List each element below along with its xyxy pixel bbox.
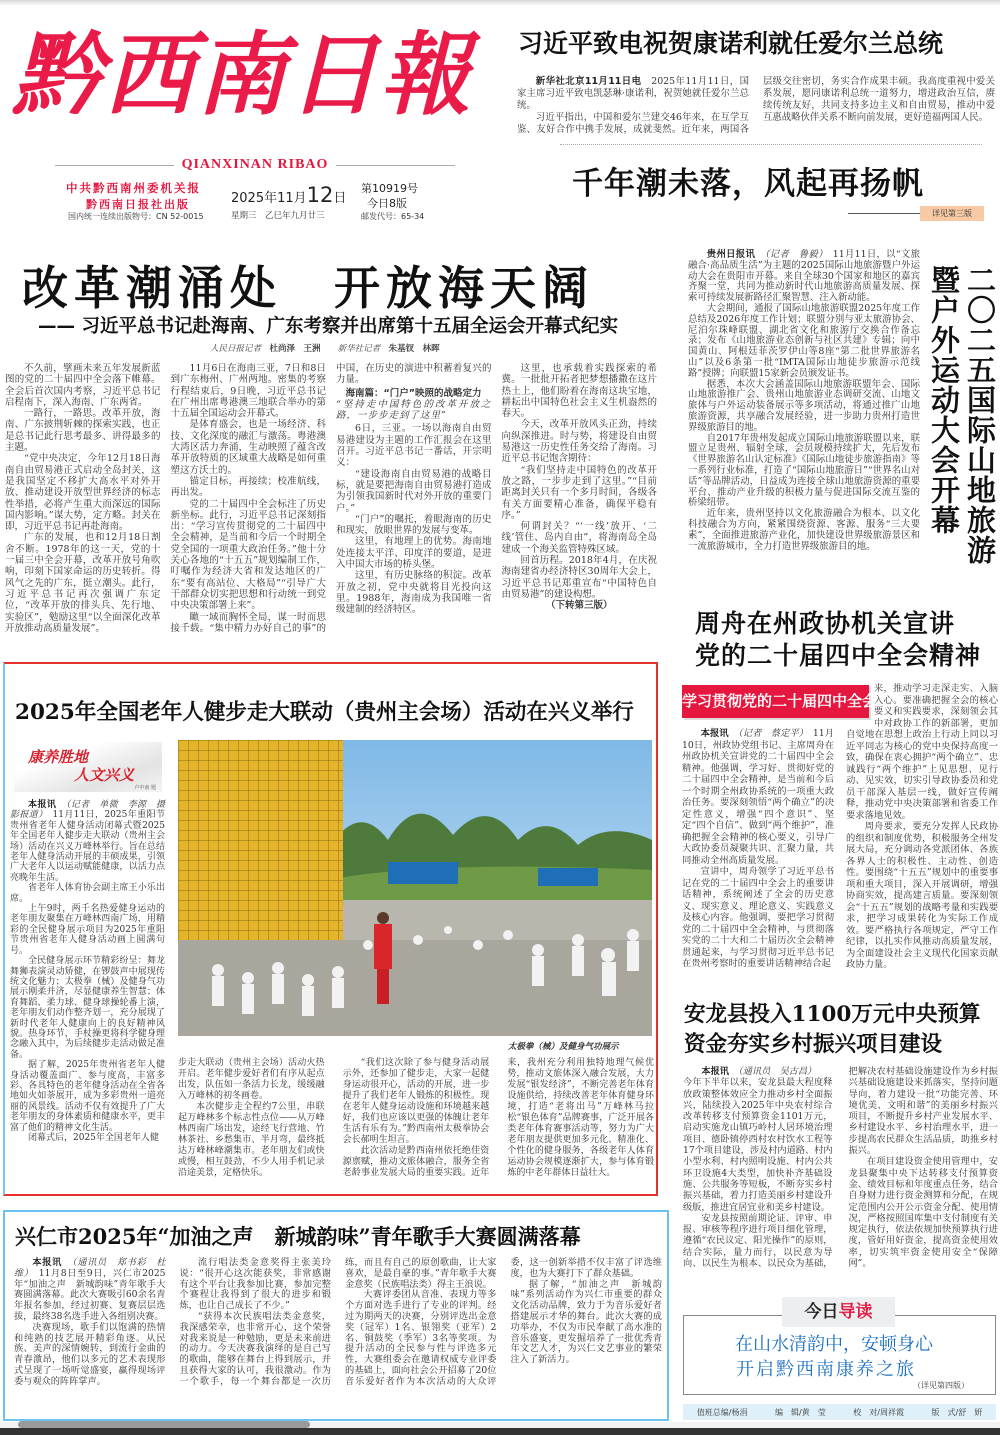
paragraph: “我们这次除了参与健身活动展示外，还参加了健步走，大家一起健身运动很开心，活动的开展，进一步提升了我们老年人锻炼的积极性。现在老年人健身运动设施和环境越来越好，我们也应该以更强的体魄让老年生活有乐有为。”黔西南州太极拳协会会长郝明生坦言。 bbox=[342, 1058, 490, 1145]
paragraph: 党的二十届四中全会标注了历史新坐标。此行，习近平总书记深刻指出：“学习宣传贯彻党的二十届四中全会精神，是当前和今后一个时期全党全国的一项重大政治任务。”他十分关心各地的“十五五”规划编制工作，叮嘱作为经济大省和发达地区的广东“要有高站位、大格局”“引导广大干部群众切实把思想和行动统一到党中央决策部署上来”。 bbox=[170, 498, 326, 612]
continued-note[interactable]: （下转第三版） bbox=[545, 600, 613, 612]
paragraph: 不久前，擘画未来五年发展新蓝图的党的二十届四中全会落下帷幕。全会后首次国内考察，习近平总书记启程南下，深入海南、广东两省。 bbox=[5, 363, 161, 408]
paragraph: 习近平指出，中国和爱尔兰建交46年来，在互学互鉴、友好合作中携手发展，成就斐然。近年来，两国各层级交往密切，务实合作成果丰硕。我高度重视中爱关系发展，愿同康诺利总统一道努力，增进政治互信，赓续传统友好，共同支持多边主义和自由贸易，推动中爱互惠战略伙伴关系不断向前发展，更好造福两国人民。 bbox=[517, 76, 995, 135]
lead-subheadline: —— 习近平总书记赴海南、广东考察并出席第十五届全运会开幕式纪实 bbox=[38, 316, 618, 337]
issue-date bbox=[231, 183, 346, 207]
window-bottom-bar bbox=[0, 1428, 1000, 1435]
date-suffix: 日 bbox=[333, 191, 347, 206]
event-photo bbox=[178, 740, 652, 1036]
reporter: （记者 单微 李源 摄影报道） bbox=[10, 800, 165, 821]
paragraph-text: 11月8日至9日，兴仁市2025年“加油之声 新城韵味”青年歌手大赛圆满落幕。此次大赛吸引60余名青年报名参加，经过初赛、复赛层层选拔，最终38名选手进入各组别决赛。 bbox=[14, 1267, 166, 1322]
paragraph: 这里，有地理上的优势。海南地处连接太平洋、印度洋的要道，是进入中国大市场的桥头堡。 bbox=[336, 536, 492, 571]
paragraph: “建设海南自由贸易港的战略目标，就是要把海南自由贸易港打造成为引领我国新时代对外开放的重要门户。” bbox=[336, 468, 492, 514]
paragraph: 据悉，本次大会涵盖国际山地旅游联盟年会、国际山地旅游推广会、贵州山地旅游业态调研交流、山地文旅体与户外运动装备展示等多项活动，将通过推广山地旅游资源，共享融合发展经验，进一步助力贵州打造世界级旅游目的地。 bbox=[688, 378, 920, 433]
paragraph: 11月6日在海南三亚，7日和8日到广东梅州、广州两地。密集的考察行程结束后，9日晚，习近平总书记在广州出席粤港澳三地联合举办的第十五届全国运动会开幕式。 bbox=[170, 363, 326, 420]
credit: 校 对/周祥霞 bbox=[853, 1407, 904, 1417]
page-count: 今日8版 bbox=[367, 197, 407, 210]
divider bbox=[560, 144, 982, 145]
pinyin-text: QIANXINAN RIBAO bbox=[181, 157, 329, 172]
paragraph bbox=[10, 800, 165, 883]
paragraph bbox=[683, 1066, 833, 1213]
paragraph: 大赛评委团从音准、表现力等多个方面对选手进行了专业的评判。经过为期两天的决赛，分别评选出金意奖（冠军）1名、银翎奖（亚军）2名、铜鼓奖（季军）3名等奖项。为提升活动的全民参与性与评选多元性，大赛组委会在邀请权威专业评委的基础上，面向社会公开招募了20位音乐爱好者作为本次活动的大众评委，这一创新举措不仅丰富了评选维度，也为大赛打下了群众基础。 bbox=[345, 1257, 662, 1387]
tourism-vertical-headline[interactable]: 二〇二五国际山地旅游暨户外运动大会开幕 bbox=[927, 265, 997, 565]
paragraph bbox=[517, 76, 749, 112]
dateline: 新华社北京11月11日电 bbox=[535, 76, 642, 87]
guide-page-ref[interactable]: （详见第四版） bbox=[913, 1381, 969, 1390]
anlong-body bbox=[683, 1066, 998, 1269]
masthead-pinyin bbox=[55, 156, 455, 174]
paragraph: 流行唱法类金意奖得主张美玲说：“很开心这次能获奖，非常感谢有这个平台让我参加比赛，参加完整个赛程让我得到了很大的进步和锻炼，也让自己成长了不少。” bbox=[179, 1257, 331, 1312]
paragraph: 来，推动学习走深走实、入脑入心。要准确把握全会的核心要义和实践要求，深刻领会其中对政协工作的新部署，更加自觉地在思想上政治上行动上同以习近平同志为核心的党中央保持高度一致，确保在衷心拥护“两个确立”、忠诚践行“两个维护”上见思想、见行动、见实效，切实引导政协委员和党员干部深入基层一线，做好宣传阐释，推动党中央决策部署和省委工作要求落地见效。 bbox=[846, 683, 998, 821]
issue-number: 第10919号 bbox=[361, 182, 418, 195]
paragraph: 据了解，2025年贵州省老年人健身活动覆盖面广、参与度高，丰富多彩、各具特色的老年健身活动在全省各地如火如荼展开，成为多彩贵州一道亮丽的风景线。活动不仅有效提升了广大老年朋友的身体素质和健康水平，更丰富了他们的精神文化生活。 bbox=[10, 1060, 165, 1133]
paragraph-group bbox=[10, 883, 165, 1143]
zhou-headline[interactable] bbox=[695, 608, 981, 672]
paragraph: 省老年人体育协会副主席王小乐出席。 bbox=[10, 883, 165, 904]
paragraph: 回首历程。2018年4月，在庆祝海南建省办经济特区30周年大会上，习近平总书记郑重宣布“中国特色自由贸易港”的建设构想。 bbox=[501, 555, 657, 600]
paragraph-text: 2025年11月11日，国家主席习近平致电凯瑟琳·康诺利，祝贺她就任爱尔兰总统。 bbox=[517, 76, 749, 111]
guide-label-black: 今日 bbox=[804, 1302, 839, 1322]
paragraph: 本次健步走全程约7公里，串联起万峰林多个标志性点位——从万峰林西南广场出发，途经飞行营地、竹林茶社、乡愁集市、半月弯，最终抵达万峰林峰潮集市。老年朋友们或快或慢，相互鼓劲，不少人用手机记录沿途美景，定格快乐。 bbox=[178, 1102, 325, 1178]
paragraph: 大会期间，通报了国际山地旅游联盟2025年度工作总结及2026年度工作计划；联盟分别与亚太旅游协会、尼泊尔珠峰联盟、湖北省文化和旅游厅交换合作备忘录；发布《山地旅游业态创新与社区共建》专辑；向中国黄山、阿根廷菲茨罗伊山等8座“第二批世界旅游名山”以及6条第一批“IMTA国际山地徒步旅游示范线路”授牌；向联盟15家新会员颁发证书。 bbox=[688, 302, 920, 379]
paragraph: 这里，也承载着实践探索的希冀。一批批开拓者把梦想播撒在这片热土上，他们盼着在海南这块宝地，耕耘出中国特色社会主义生机盎然的春天。 bbox=[501, 363, 657, 420]
paragraph: 此次活动是黔西南州依托绝佳资源禀赋，推动文旅体融合，服务全省老龄事业发展大局的重要实践。近年来，我州充分利用独特地理气候优势，推动文旅体深入融合发展，大力发展“银发经济”，不断完善老年体育设施供给，持续改善老年体育健身环境，打造“老将出马”万峰林马拉松“银色体育”品牌赛事，广泛开展各类老年体育赛事活动等，努力为广大老年朋友提供更加多元化、精准化、个性化的健身服务，各级老年人体育运动协会规模逐渐扩大，参与体育锻炼的中老年群体日益壮大。 bbox=[342, 1058, 654, 1178]
lead-label: 本报讯 bbox=[28, 800, 57, 810]
promo-headline[interactable]: 千年潮未落，风起再扬帆 bbox=[572, 166, 924, 202]
guide-line-2[interactable]: 开启黔西南康养之旅 bbox=[736, 1359, 916, 1380]
headline-line: 党的二十届四中全会精神 bbox=[695, 641, 982, 670]
xingren-headline[interactable]: 兴仁市2025年“加油之声 新城韵味”青年歌手大赛圆满落幕 bbox=[15, 1224, 581, 1249]
paragraph: “党中央决定，今年12月18日海南自由贸易港正式启动全岛封关，这是我国坚定不移扩大高水平对外开放、推动建设开放型世界经济的标志性举措，必将产生重大而深远的国际国内影响。”谋大势，定方略。封关在即，习近平总书记再赴海南。 bbox=[5, 453, 161, 533]
lead-body bbox=[5, 363, 657, 634]
elderly-body-lower bbox=[178, 1058, 654, 1179]
paragraph: 决赛现场，歌手们以饱满的热情和纯熟的技艺展开精彩角逐。从民族、美声的深情婉转，到流行金曲的青春激昂，他们以多元的艺术表现形式呈现了一场听觉盛宴，赢得现场评委与观众的阵阵掌声。 bbox=[14, 1321, 166, 1387]
staff-credits bbox=[683, 1404, 996, 1420]
top-shadow bbox=[0, 0, 1000, 6]
divider bbox=[848, 213, 920, 214]
paragraph bbox=[682, 728, 834, 866]
zhou-body-col1 bbox=[682, 728, 834, 970]
paragraph-group bbox=[682, 866, 834, 970]
lead-label: 本报讯 bbox=[700, 728, 729, 739]
paragraph: 闭幕式后，2025年全国老年人健 bbox=[28, 1133, 159, 1143]
paragraph: 据了解，“加油之声 新城韵味”系列活动作为兴仁市重要的群众文化活动品牌，致力于为音乐爱好者搭建展示才华的舞台。此次大赛的成功举办，不仅为市民奉献了高水准的音乐盛宴，更发掘培养了一批优秀青年文艺人才，为兴仁文艺事业的繁荣注入了新活力。 bbox=[510, 1278, 662, 1366]
paragraph: 宣讲中，周舟领学了习近平总书记在党的二十届四中全会上的重要讲话精神，系统阐述了全会的历史意义、现实意义、理论意义、实践意义及核心内容。他强调，要把学习贯彻党的二十届四中全会精神，与贯彻落实党的二十大和二十届历次全会精神贯通起来，与学习贯彻习近平总书记在贵州考察时的重要讲话精神结合起 bbox=[682, 866, 834, 969]
lead-label: 本报讯 bbox=[32, 1257, 63, 1268]
credit: 编 辑/黄 莹 bbox=[775, 1407, 826, 1417]
byline-names: 杜尚泽 王洲 bbox=[269, 344, 321, 354]
credit: 版 式/舒 妍 bbox=[931, 1407, 983, 1417]
lead-label: 本报讯 bbox=[701, 1066, 729, 1077]
paragraph: 近年来，贵州坚持以文化旅游融合为根本、以文化科技融合为方向，紧紧围绕资源、客源、服务“三大要素”，全面推进旅游产业化，加快建设世界级旅游景区和一流旅游城市，全力打造世界级旅游目的地。 bbox=[688, 508, 920, 552]
theme-tag: 学习贯彻党的二十届四中全会精神 bbox=[682, 685, 869, 718]
paragraph-text: 11月10日，州政协党组书记、主席周舟在州政协机关宣讲党的二十届四中全会精神。他强调，学习好、贯彻好党的二十届四中全会精神，是当前和今后一个时期全州政协系统的一项重大政治任务。要深刻领悟“两个确立”的决定性意义，增强“四个意识”、坚定“四个自信”、做到“两个维护”，准确把握全会精神的核心要义，引导广大政协委员凝聚共识、汇聚力量，共同推动全州高质量发展。 bbox=[682, 728, 834, 866]
section-quote: “坚持走中国特色的改革开放之路，一步步走到了这里” bbox=[336, 398, 492, 422]
byline-names: 朱基钗 林晖 bbox=[388, 344, 440, 354]
date-month: 2025年11月 bbox=[231, 191, 307, 206]
photo-caption: 太极拳（械）及健身气功展示 bbox=[508, 1042, 619, 1052]
masthead-logo: 黔西南日報 bbox=[12, 22, 472, 128]
elderly-body-left bbox=[10, 800, 165, 1143]
reporter: （通讯员 郑书彩 杜维） bbox=[14, 1257, 166, 1279]
paragraph-text: 今年下半年以来，安龙县最大程度释放政策整体效应全力推动乡村全面振兴，陆续投入2025年中央农村综合改革转移支付预算资金1101万元，启动实施龙山镇巧岭村人居环境治理项目、德卧镇停西村农村饮水工程等17个项目建设，涉及村内道路、村内小型水利、村内照明设施、村内公共环卫设施4大类型，加快补齐基础设施、公共服务等短板，不断夯实乡村振兴基础，着力打造美丽乡村建设升级版，推进宜居宜业和美乡村建设。 bbox=[683, 1077, 833, 1213]
paragraph-text: 11月11日，2025年重阳节贵州省老年人健身活动闭幕式暨2025年全国老年人健步走大联动（贵州主会场）活动在兴义万峰林举行。旨在总结老年人健身活动开展的丰硕成果，引领广大老年人以运动赋能健康，以活力点亮晚年生活。 bbox=[10, 810, 165, 883]
paragraph: 自2017年贵州发起成立国际山地旅游联盟以来，联盟立足贵州、辐射全球，会员规模持续扩大，先后发布《世界旅游名山认定标准》《国际山地徒步旅游指南》等一系列行业标准，打造了“国际山地旅游日”“世界名山对话”等品牌活动，日益成为连接全球山地旅游资源的重要平台、推动产业升级的积极力量与促进国际交流互鉴的桥梁纽带。 bbox=[688, 432, 920, 509]
reporter: （通讯员 吴古昌） bbox=[738, 1066, 817, 1077]
paragraph: 全民健身展示环节精彩纷呈：舞龙舞狮表演灵动矫健，在锣鼓声中展现传统文化魅力；太极拳（械）及健身气功展示刚柔并济，尽显健康养生智慧；体育舞蹈、柔力球、健身球操轮番上演，老年朋友们动作整齐划一，充分展现了新时代老年人健康向上的良好精神风貌。热身环节，手杖操更将科学健身理念融入其中，为后续健步走活动做足准备。 bbox=[10, 956, 165, 1060]
paragraph: 上午9时，两千名热爱健身运动的老年朋友聚集在万峰林西南广场，用精彩的全民健身展示项目为2025年重阳节贵州省老年人健身活动画上圆满句号。 bbox=[10, 904, 165, 956]
anlong-headline[interactable] bbox=[684, 1000, 980, 1060]
paragraph: 安龙县按照前期论证、评审、申报、审核等程序进行项目细化管理，遵循“农民议定、阳光操作”的原则，结合实际，量力而行，以民意为导向、以民生为根本、以民众为基础，把解决农村基础设施建设作为乡村振兴基础设施建设来抓落实，坚持问题导向，着力建设一批“功能完善、环境优美、文明和谐”的美丽乡村振兴项目，不断提升乡村产业发展水平、乡村建设水平、乡村治理水平，进一步提高农民群众生活品质，助推乡村振兴。 bbox=[683, 1066, 998, 1270]
promo-page-ref[interactable]: 详见第三版 bbox=[920, 206, 984, 221]
calligrapher-credit: 卢中南 题 bbox=[134, 785, 156, 791]
paragraph: “获得本次民族唱法类金意奖，我深感荣幸，也非常开心，这个荣誉对我来说是一种勉励，更是未来前进的动力。今天决赛我演绎的是自己写的歌曲，能够在舞台上得到展示，并且获得大家的认可，我很激动。作为一个歌手，每一个舞台都是一次历练，而且有自己的原创歌曲，让大家喜欢，是最自豪的事。”青年歌手大赛金意奖（民族唱法类）得主王浪说。 bbox=[179, 1257, 497, 1387]
paragraph: 是体育盛会，也是一场经济、科技、文化深度的融汇与激荡。粤港澳大湾区活力奔涌，生动映照了蕴含改革开放特质的区域重大战略是如何重塑这方沃土的。 bbox=[170, 419, 326, 476]
calligraphy-image bbox=[14, 742, 162, 792]
paragraph bbox=[688, 250, 920, 304]
paragraph: 今天，改革开放风头正劲，持续向纵深推进。时与势，将建设自由贸易港这一历史性任务交给了海南。习近平总书记饱含期待： bbox=[501, 419, 657, 465]
paragraph: 锚定目标，再接续；校准航线，再出发。 bbox=[170, 475, 326, 499]
paragraph-group bbox=[688, 304, 920, 552]
paragraph: 一路行，一路思。改革开放，海南、广东披荆斩棘的探索实践，也正是总书记此行思考最多、讲得最多的主题。 bbox=[5, 408, 161, 454]
lead-label: 贵州日报讯 bbox=[706, 249, 756, 260]
paragraph-text: 11月11日，以“文旅融合·高品质生活”为主题的2025国际山地旅游暨户外运动大会在贵阳市开幕。来自全球30个国家和地区的嘉宾齐聚一堂，共同为推动新时代山地旅游高质量发展、探索可持续发展新路径汇聚智慧、注入新动能。 bbox=[688, 249, 920, 304]
elderly-headline[interactable]: 2025年全国老年人健步走大联动（贵州主会场）活动在兴义举行 bbox=[15, 700, 634, 725]
headline-line: 资金夯实乡村振兴项目建设 bbox=[684, 1032, 943, 1057]
cn-number: 国内统一连续出版物号：CN 52-0015 bbox=[68, 212, 204, 221]
lead-headline[interactable]: 改革潮涌处 开放海天阔 bbox=[22, 261, 594, 315]
tourism-body bbox=[688, 250, 920, 552]
photo-illustration bbox=[178, 740, 652, 1036]
paragraph: 这里，有历史脉络的积淀。改革开放之初，党中央就将目光投向这里。1988年，海南成为我国唯一省级建制的经济特区。 bbox=[336, 570, 492, 616]
guide-line-1[interactable]: 在山水清韵中，安顿身心 bbox=[735, 1334, 933, 1355]
paragraph bbox=[14, 1258, 166, 1323]
paragraph: “门户”的嘱托，着眼海南的历史和现实，放眼世界的发展与变革。 bbox=[336, 513, 492, 537]
credit: 值班总编/杨涓 bbox=[696, 1407, 748, 1417]
postal-code: 邮发代号：65-34 bbox=[361, 212, 425, 221]
paragraph: 周舟要求，要充分发挥人民政协的组织和制度优势，积极服务全州发展大局，充分调动各党派团体、各族各界人士的积极性、主动性、创造性。要围绕“十五五”规划中的重要事项和重大项目，深入开展调研，增强协商实效，提高建言质量。要深刻领会“十五五”规划的战略考量和实践要求，把学习成果转化为实际工作成效。要严格执行各项规定，严守工作纪律，以扎实作风推动高质量发展，为全面建设社会主义现代化国家贡献政协力量。 bbox=[846, 821, 998, 970]
zhou-body-col2 bbox=[846, 683, 998, 971]
xingren-body bbox=[14, 1258, 662, 1388]
paragraph: 何谓封关？“‘一线’放开、‘二线’管住、岛内自由”，将海南岛全岛建成一个海关监管特殊区域。 bbox=[501, 521, 657, 555]
publisher-label: 黔西南日报社出版 bbox=[86, 198, 190, 211]
horizontal-scrollbar-thumb[interactable] bbox=[18, 1421, 310, 1428]
byline-org: 新华社记者 bbox=[337, 344, 381, 354]
guide-label-red: 导读 bbox=[838, 1302, 873, 1322]
weekday-lunar: 星期三 乙巳年九月廿三 bbox=[231, 211, 325, 221]
byline-org: 人民日报记者 bbox=[210, 344, 262, 354]
headline-line: 安龙县投入1100万元中央预算 bbox=[684, 1002, 981, 1027]
paragraph: “我们坚持走中国特色的改革开放之路，一步步走到了这里。”“目前距离封关只有一个多月时间，各级各有关方面要精心准备，确保平稳有序。” bbox=[501, 464, 657, 521]
reporter: （记者 鲁毅） bbox=[764, 249, 824, 260]
spacer bbox=[846, 683, 874, 729]
organ-label: 中共黔西南州委机关报 bbox=[66, 181, 201, 195]
paragraph: 广东的发展，也和12月18日割舍不断。1978年的这一天，党的十一届三中全会开幕，改革开放号角吹响，印刻下国家命运的历史转折。得风气之先的广东，挺立潮头。此行，习近平总书记再次强调广东定位，“改革开放的排头兵、先行地、实验区”，勉励这里“以全面深化改革开放推动高质量发展”。 bbox=[5, 532, 161, 634]
calligraphy-line: 康养胜地 bbox=[28, 748, 89, 766]
calligraphy-line: 人文兴义 bbox=[74, 766, 135, 784]
section-title: 海南篇：“门户”映照的战略定力 bbox=[345, 387, 482, 399]
reporter: （记者 蔡定平） bbox=[738, 728, 804, 739]
paragraph: 6日，三亚。一场以海南自由贸易港建设为主题的工作汇报会在这里召开。习近平总书记一番话，开宗明义： bbox=[336, 423, 492, 469]
guide-label bbox=[782, 1297, 895, 1327]
paragraph: 步走大联动（贵州主会场）活动火热开启。老年健步爱好者们有序从起点出发，队伍如一条活力长龙，缓缓融入万峰林的初冬画卷。 bbox=[178, 1058, 325, 1101]
headline-line: 周舟在州政协机关宣讲 bbox=[695, 609, 956, 638]
paragraph: 瞰一域而胸怀全局，谋一时而思接千载。“集中精力办好自己的事”的中国，在历史的演进中积蓄着复兴的力量。 bbox=[170, 363, 492, 634]
paragraph: 在项目建设资金使用管理中，安龙县聚集中央下达转移支付预算资金、绩效目标和年度重点任务，结合自身财力进行资金测算和分配，在规定范围内公开公示资金分配、使用情况，严格按照国库集中支付制度有关规定执行，依法依规加快预算执行进度，管好用好资金，提高资金使用效率，切实筑牢资金使用安全“保障网”。 bbox=[848, 1156, 998, 1270]
top-story-body bbox=[517, 76, 995, 136]
top-story-headline[interactable]: 习近平致电祝贺康诺利就任爱尔兰总统 bbox=[518, 29, 944, 58]
date-day: 12 bbox=[306, 183, 334, 207]
lead-byline bbox=[210, 342, 440, 354]
paragraph-group bbox=[846, 821, 998, 971]
